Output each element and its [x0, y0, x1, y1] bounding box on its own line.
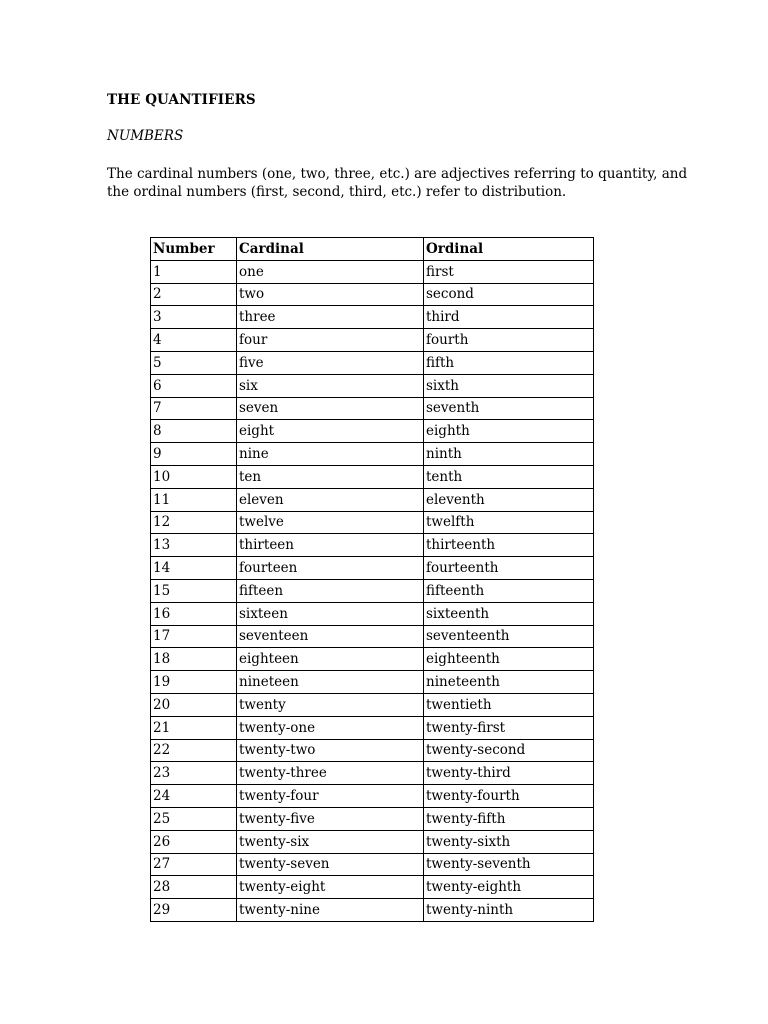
cell-number: 29: [151, 899, 237, 922]
cell-cardinal: twenty-two: [237, 739, 424, 762]
cell-ordinal: seventh: [424, 397, 594, 420]
table-row: [151, 876, 594, 899]
cell-cardinal: twenty: [237, 693, 424, 716]
cell-number: 19: [151, 671, 237, 694]
table-row: [151, 397, 594, 420]
cell-number: 26: [151, 830, 237, 853]
table-body: [151, 260, 594, 921]
table-row: [151, 671, 594, 694]
intro-line: The cardinal numbers (one, two, three, etc.) are adjectives referring to quantity, and: [107, 166, 688, 182]
table-row: [151, 899, 594, 922]
cell-ordinal: twenty-seventh: [424, 853, 594, 876]
cell-number: 9: [151, 443, 237, 466]
cell-ordinal: twenty-fifth: [424, 807, 594, 830]
table-row: [151, 306, 594, 329]
cell-number: 21: [151, 716, 237, 739]
cell-ordinal: tenth: [424, 465, 594, 488]
numbers-table: [150, 237, 594, 922]
table-row: [151, 648, 594, 671]
table-row: [151, 785, 594, 808]
cell-number: 14: [151, 557, 237, 580]
cell-number: 23: [151, 762, 237, 785]
cell-ordinal: nineteenth: [424, 671, 594, 694]
header-cardinal: Cardinal: [237, 238, 424, 261]
cell-ordinal: twentieth: [424, 693, 594, 716]
table-row: [151, 693, 594, 716]
cell-number: 28: [151, 876, 237, 899]
table-row: [151, 351, 594, 374]
intro-line: the ordinal numbers (first, second, third, etc.) refer to distribution.: [107, 184, 567, 200]
cell-ordinal: eighteenth: [424, 648, 594, 671]
cell-cardinal: five: [237, 351, 424, 374]
cell-number: 16: [151, 602, 237, 625]
table-row: [151, 374, 594, 397]
table-row: [151, 762, 594, 785]
document-title: THE QUANTIFIERS: [107, 92, 256, 108]
table-row: [151, 465, 594, 488]
cell-cardinal: twenty-three: [237, 762, 424, 785]
cell-ordinal: thirteenth: [424, 534, 594, 557]
cell-number: 15: [151, 579, 237, 602]
cell-cardinal: nine: [237, 443, 424, 466]
cell-cardinal: four: [237, 329, 424, 352]
cell-ordinal: twenty-second: [424, 739, 594, 762]
cell-cardinal: two: [237, 283, 424, 306]
cell-cardinal: twenty-eight: [237, 876, 424, 899]
cell-number: 8: [151, 420, 237, 443]
cell-number: 24: [151, 785, 237, 808]
cell-cardinal: twelve: [237, 511, 424, 534]
table-row: [151, 625, 594, 648]
table-row: [151, 579, 594, 602]
cell-ordinal: twenty-fourth: [424, 785, 594, 808]
cell-number: 4: [151, 329, 237, 352]
cell-ordinal: fifteenth: [424, 579, 594, 602]
cell-number: 25: [151, 807, 237, 830]
table-row: [151, 534, 594, 557]
cell-cardinal: seventeen: [237, 625, 424, 648]
cell-cardinal: seven: [237, 397, 424, 420]
cell-cardinal: nineteen: [237, 671, 424, 694]
cell-cardinal: eight: [237, 420, 424, 443]
cell-ordinal: second: [424, 283, 594, 306]
cell-cardinal: fifteen: [237, 579, 424, 602]
cell-number: 17: [151, 625, 237, 648]
cell-ordinal: twelfth: [424, 511, 594, 534]
cell-number: 3: [151, 306, 237, 329]
cell-ordinal: twenty-sixth: [424, 830, 594, 853]
cell-number: 27: [151, 853, 237, 876]
cell-ordinal: ninth: [424, 443, 594, 466]
cell-number: 18: [151, 648, 237, 671]
cell-ordinal: first: [424, 260, 594, 283]
cell-cardinal: ten: [237, 465, 424, 488]
cell-ordinal: fourth: [424, 329, 594, 352]
table-row: [151, 283, 594, 306]
table-row: [151, 853, 594, 876]
cell-ordinal: third: [424, 306, 594, 329]
cell-cardinal: eighteen: [237, 648, 424, 671]
table-row: [151, 739, 594, 762]
cell-cardinal: twenty-seven: [237, 853, 424, 876]
cell-number: 10: [151, 465, 237, 488]
intro-paragraph: [107, 165, 687, 201]
table-row: [151, 511, 594, 534]
cell-number: 6: [151, 374, 237, 397]
table-row: [151, 488, 594, 511]
header-ordinal: Ordinal: [424, 238, 594, 261]
cell-number: 7: [151, 397, 237, 420]
table-row: [151, 557, 594, 580]
table-row: [151, 830, 594, 853]
cell-number: 20: [151, 693, 237, 716]
cell-cardinal: one: [237, 260, 424, 283]
cell-cardinal: sixteen: [237, 602, 424, 625]
table-row: [151, 329, 594, 352]
cell-ordinal: eleventh: [424, 488, 594, 511]
cell-ordinal: twenty-first: [424, 716, 594, 739]
cell-cardinal: twenty-one: [237, 716, 424, 739]
cell-ordinal: sixteenth: [424, 602, 594, 625]
cell-ordinal: eighth: [424, 420, 594, 443]
cell-number: 13: [151, 534, 237, 557]
cell-number: 12: [151, 511, 237, 534]
table-row: [151, 602, 594, 625]
table-row: [151, 420, 594, 443]
cell-cardinal: twenty-nine: [237, 899, 424, 922]
cell-cardinal: twenty-six: [237, 830, 424, 853]
section-heading: NUMBERS: [107, 128, 184, 144]
cell-cardinal: eleven: [237, 488, 424, 511]
cell-cardinal: twenty-four: [237, 785, 424, 808]
table-row: [151, 807, 594, 830]
table-row: [151, 443, 594, 466]
table-row: [151, 260, 594, 283]
cell-cardinal: thirteen: [237, 534, 424, 557]
cell-cardinal: three: [237, 306, 424, 329]
cell-ordinal: twenty-third: [424, 762, 594, 785]
cell-ordinal: twenty-ninth: [424, 899, 594, 922]
cell-ordinal: twenty-eighth: [424, 876, 594, 899]
cell-cardinal: fourteen: [237, 557, 424, 580]
cell-cardinal: six: [237, 374, 424, 397]
table-row: [151, 716, 594, 739]
cell-ordinal: sixth: [424, 374, 594, 397]
cell-cardinal: twenty-five: [237, 807, 424, 830]
cell-number: 2: [151, 283, 237, 306]
cell-number: 22: [151, 739, 237, 762]
cell-number: 11: [151, 488, 237, 511]
table-header-row: [151, 238, 594, 261]
cell-ordinal: fourteenth: [424, 557, 594, 580]
header-number: Number: [151, 238, 237, 261]
cell-ordinal: fifth: [424, 351, 594, 374]
cell-number: 5: [151, 351, 237, 374]
cell-ordinal: seventeenth: [424, 625, 594, 648]
cell-number: 1: [151, 260, 237, 283]
